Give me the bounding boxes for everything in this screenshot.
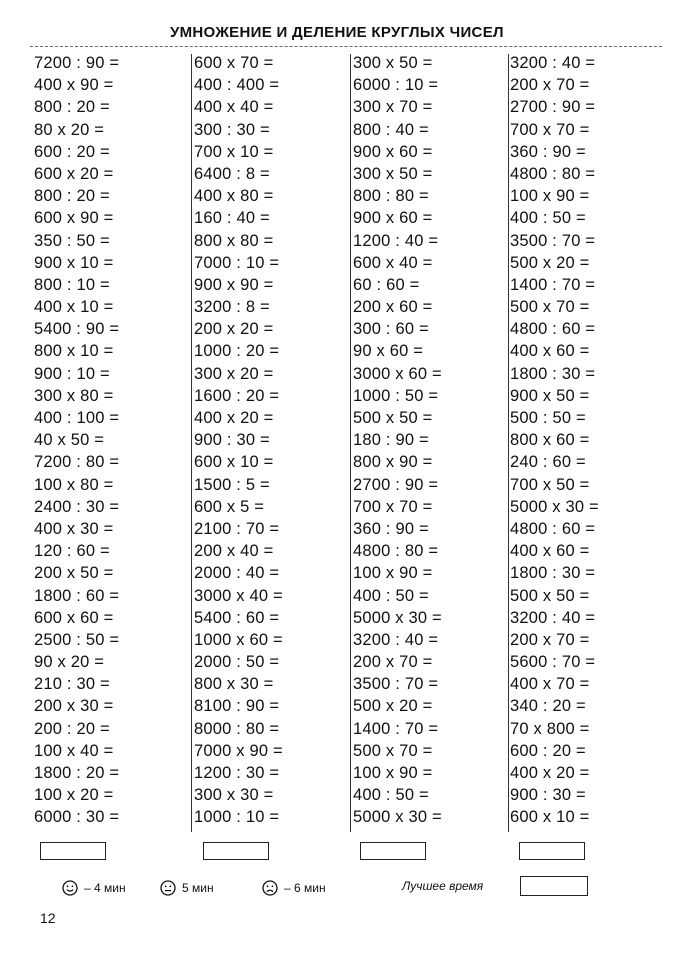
exercise-item: 200 : 20 = (34, 719, 110, 738)
exercise-item: 200 x 70 = (510, 76, 590, 95)
exercise-item: 800 x 90 = (353, 453, 433, 472)
exercise-item: 5400 : 90 = (34, 320, 120, 339)
exercise-item: 2100 : 70 = (194, 519, 280, 538)
legend-item-6-min (262, 878, 326, 898)
exercise-item: 200 x 20 = (194, 320, 274, 339)
exercise-item: 200 x 60 = (353, 298, 433, 317)
exercise-item: 400 : 50 = (353, 586, 429, 605)
exercise-item: 180 : 90 = (353, 431, 429, 450)
exercise-item: 6000 : 10 = (353, 76, 439, 95)
exercise-item: 2400 : 30 = (34, 497, 120, 516)
exercise-item: 900 x 90 = (194, 275, 274, 294)
exercise-item: 1000 : 10 = (194, 808, 280, 827)
exercise-item: 900 : 10 = (34, 364, 110, 383)
exercise-item: 1000 x 60 = (194, 630, 283, 649)
exercise-item: 800 x 60 = (510, 431, 590, 450)
neutral-face-icon (160, 880, 176, 896)
exercise-item: 400 : 400 = (194, 76, 280, 95)
exercise-item: 300 x 20 = (194, 364, 274, 383)
best-time-label: Лучшее время (402, 879, 484, 893)
exercise-item: 2000 : 50 = (194, 653, 280, 672)
exercise-item: 100 x 90 = (353, 764, 433, 782)
exercise-item: 500 x 20 = (510, 253, 590, 272)
exercise-item: 600 : 20 = (510, 741, 586, 760)
exercise-item: 700 x 10 = (194, 142, 274, 161)
exercise-item: 400 x 40 = (194, 98, 274, 117)
exercise-item: 400 x 60 = (510, 342, 590, 361)
exercise-item: 600 x 20 = (34, 164, 114, 183)
exercise-item: 240 : 60 = (510, 453, 586, 472)
exercise-item: 600 x 90 = (34, 209, 114, 228)
exercise-item: 360 : 90 = (353, 519, 429, 538)
exercise-item: 5400 : 60 = (194, 608, 280, 627)
exercise-column-1 (34, 52, 119, 829)
exercise-item: 400 x 10 = (34, 298, 114, 317)
exercise-column-4 (510, 52, 599, 829)
exercise-item: 400 x 80 = (194, 187, 274, 206)
exercise-item: 600 x 10 = (194, 453, 274, 472)
exercise-item: 300 x 70 = (353, 98, 433, 117)
exercise-item: 800 : 80 = (353, 187, 429, 206)
exercise-item: 90 x 60 = (353, 342, 424, 361)
exercise-item: 1800 : 30 = (510, 564, 596, 583)
exercise-item: 800 x 80 = (194, 231, 274, 250)
exercise-item: 5000 x 30 = (510, 497, 599, 516)
exercise-item: 400 : 50 = (353, 786, 429, 805)
exercise-item: 1200 : 30 = (194, 764, 280, 782)
time-box-column-2[interactable] (203, 842, 269, 860)
exercise-item: 900 x 60 = (353, 142, 433, 161)
exercise-item: 600 x 5 = (194, 497, 265, 516)
smile-face-icon (62, 880, 78, 896)
exercise-item: 1400 : 70 = (353, 719, 439, 738)
exercise-item: 400 x 30 = (34, 519, 114, 538)
exercise-item: 90 x 20 = (34, 653, 105, 672)
exercise-item: 100 x 80 = (34, 475, 114, 494)
exercise-item: 500 x 50 = (353, 409, 433, 427)
legend-label: – 4 мин (84, 881, 126, 895)
column-separator (191, 54, 192, 832)
exercise-item: 360 : 90 = (510, 142, 586, 161)
exercise-item: 300 x 50 = (353, 164, 433, 183)
exercise-item: 900 x 60 = (353, 209, 433, 228)
exercise-item: 350 : 50 = (34, 231, 110, 250)
exercise-item: 4800 : 80 = (353, 542, 439, 561)
exercise-item: 3200 : 40 = (510, 54, 596, 72)
exercise-item: 600 x 10 = (510, 808, 590, 827)
column-separator (350, 54, 351, 832)
exercise-item: 400 x 70 = (510, 675, 590, 694)
exercise-item: 1000 : 50 = (353, 386, 439, 405)
exercise-item: 5600 : 70 = (510, 653, 596, 672)
exercise-item: 1200 : 40 = (353, 231, 439, 250)
exercise-item: 3200 : 40 = (510, 608, 596, 627)
title-divider (30, 46, 662, 47)
exercise-item: 800 x 30 = (194, 675, 274, 694)
exercise-item: 1800 : 20 = (34, 764, 120, 782)
exercise-item: 7000 : 10 = (194, 253, 280, 272)
exercise-item: 300 x 30 = (194, 786, 274, 805)
exercise-item: 8100 : 90 = (194, 697, 280, 716)
exercise-item: 500 : 50 = (510, 409, 586, 427)
exercise-item: 160 : 40 = (194, 209, 270, 228)
exercise-item: 600 x 60 = (34, 608, 114, 627)
exercise-item: 100 x 40 = (34, 741, 114, 760)
exercise-item: 8000 : 80 = (194, 719, 280, 738)
exercise-item: 400 : 50 = (510, 209, 586, 228)
exercise-item: 800 : 20 = (34, 187, 110, 206)
exercise-item: 3500 : 70 = (353, 675, 439, 694)
sad-face-icon (262, 880, 278, 896)
exercise-item: 100 x 90 = (353, 564, 433, 583)
exercise-item: 70 x 800 = (510, 719, 590, 738)
exercise-item: 400 : 100 = (34, 409, 120, 427)
legend-label: 5 мин (182, 881, 214, 895)
exercise-item: 900 : 30 = (510, 786, 586, 805)
exercise-item: 200 x 30 = (34, 697, 114, 716)
exercise-item: 100 x 90 = (510, 187, 590, 206)
exercise-item: 5000 x 30 = (353, 808, 442, 827)
exercise-item: 3500 : 70 = (510, 231, 596, 250)
exercise-item: 300 : 30 = (194, 120, 270, 139)
exercise-item: 800 x 10 = (34, 342, 114, 361)
exercise-item: 200 x 70 = (353, 653, 433, 672)
exercise-item: 6000 : 30 = (34, 808, 120, 827)
exercise-item: 800 : 40 = (353, 120, 429, 139)
exercise-item: 7000 x 90 = (194, 741, 283, 760)
time-box-column-3[interactable] (360, 842, 426, 860)
exercise-item: 2000 : 40 = (194, 564, 280, 583)
exercise-item: 300 : 60 = (353, 320, 429, 339)
exercise-item: 210 : 30 = (34, 675, 110, 694)
exercise-item: 4800 : 60 = (510, 519, 596, 538)
exercise-item: 7200 : 90 = (34, 54, 120, 72)
time-box-column-4[interactable] (519, 842, 585, 860)
legend-item-5-min (160, 878, 214, 898)
exercise-item: 400 x 90 = (34, 76, 114, 95)
exercise-item: 900 x 10 = (34, 253, 114, 272)
exercise-item: 7200 : 80 = (34, 453, 120, 472)
exercise-item: 600 x 70 = (194, 54, 274, 72)
exercise-item: 3200 : 40 = (353, 630, 439, 649)
exercise-item: 600 x 40 = (353, 253, 433, 272)
exercise-item: 1800 : 60 = (34, 586, 120, 605)
exercise-item: 2700 : 90 = (510, 98, 596, 117)
exercise-item: 600 : 20 = (34, 142, 110, 161)
exercise-item: 1500 : 5 = (194, 475, 270, 494)
exercise-item: 4800 : 60 = (510, 320, 596, 339)
exercise-item: 400 x 20 = (510, 764, 590, 782)
legend-item-4-min (62, 878, 126, 898)
exercise-item: 200 x 50 = (34, 564, 114, 583)
exercise-item: 1400 : 70 = (510, 275, 596, 294)
exercise-item: 3200 : 8 = (194, 298, 270, 317)
exercise-item: 1600 : 20 = (194, 386, 280, 405)
exercise-item: 700 x 50 = (510, 475, 590, 494)
page-number: 12 (40, 910, 56, 926)
exercise-item: 4800 : 80 = (510, 164, 596, 183)
exercise-item: 500 x 70 = (353, 741, 433, 760)
exercise-item: 200 x 70 = (510, 630, 590, 649)
exercise-item: 500 x 70 = (510, 298, 590, 317)
exercise-item: 700 x 70 = (510, 120, 590, 139)
exercise-item: 300 x 80 = (34, 386, 114, 405)
exercise-item: 340 : 20 = (510, 697, 586, 716)
exercise-item: 900 x 50 = (510, 386, 590, 405)
exercise-item: 700 x 70 = (353, 497, 433, 516)
exercise-item: 3000 x 60 = (353, 364, 442, 383)
exercise-item: 1000 : 20 = (194, 342, 280, 361)
exercise-column-2 (194, 52, 283, 829)
exercise-item: 6400 : 8 = (194, 164, 270, 183)
exercise-item: 40 x 50 = (34, 431, 105, 450)
legend-label: – 6 мин (284, 881, 326, 895)
column-separator (508, 54, 509, 832)
exercise-item: 100 x 20 = (34, 786, 114, 805)
exercise-item: 5000 x 30 = (353, 608, 442, 627)
exercise-item: 800 : 20 = (34, 98, 110, 117)
exercise-item: 400 x 60 = (510, 542, 590, 561)
exercise-item: 120 : 60 = (34, 542, 110, 561)
exercise-item: 60 : 60 = (353, 275, 420, 294)
exercise-item: 80 x 20 = (34, 120, 105, 139)
exercise-item: 3000 x 40 = (194, 586, 283, 605)
exercise-item: 2500 : 50 = (34, 630, 120, 649)
exercise-column-3 (353, 52, 442, 829)
exercise-item: 500 x 50 = (510, 586, 590, 605)
time-box-column-1[interactable] (40, 842, 106, 860)
exercise-item: 200 x 40 = (194, 542, 274, 561)
exercise-item: 2700 : 90 = (353, 475, 439, 494)
exercise-item: 1800 : 30 = (510, 364, 596, 383)
best-time-box[interactable] (520, 876, 588, 896)
exercise-item: 300 x 50 = (353, 54, 433, 72)
exercise-item: 500 x 20 = (353, 697, 433, 716)
exercise-item: 800 : 10 = (34, 275, 110, 294)
exercise-item: 400 x 20 = (194, 409, 274, 427)
exercise-item: 900 : 30 = (194, 431, 270, 450)
page-title: УМНОЖЕНИЕ И ДЕЛЕНИЕ КРУГЛЫХ ЧИСЕЛ (170, 24, 504, 41)
